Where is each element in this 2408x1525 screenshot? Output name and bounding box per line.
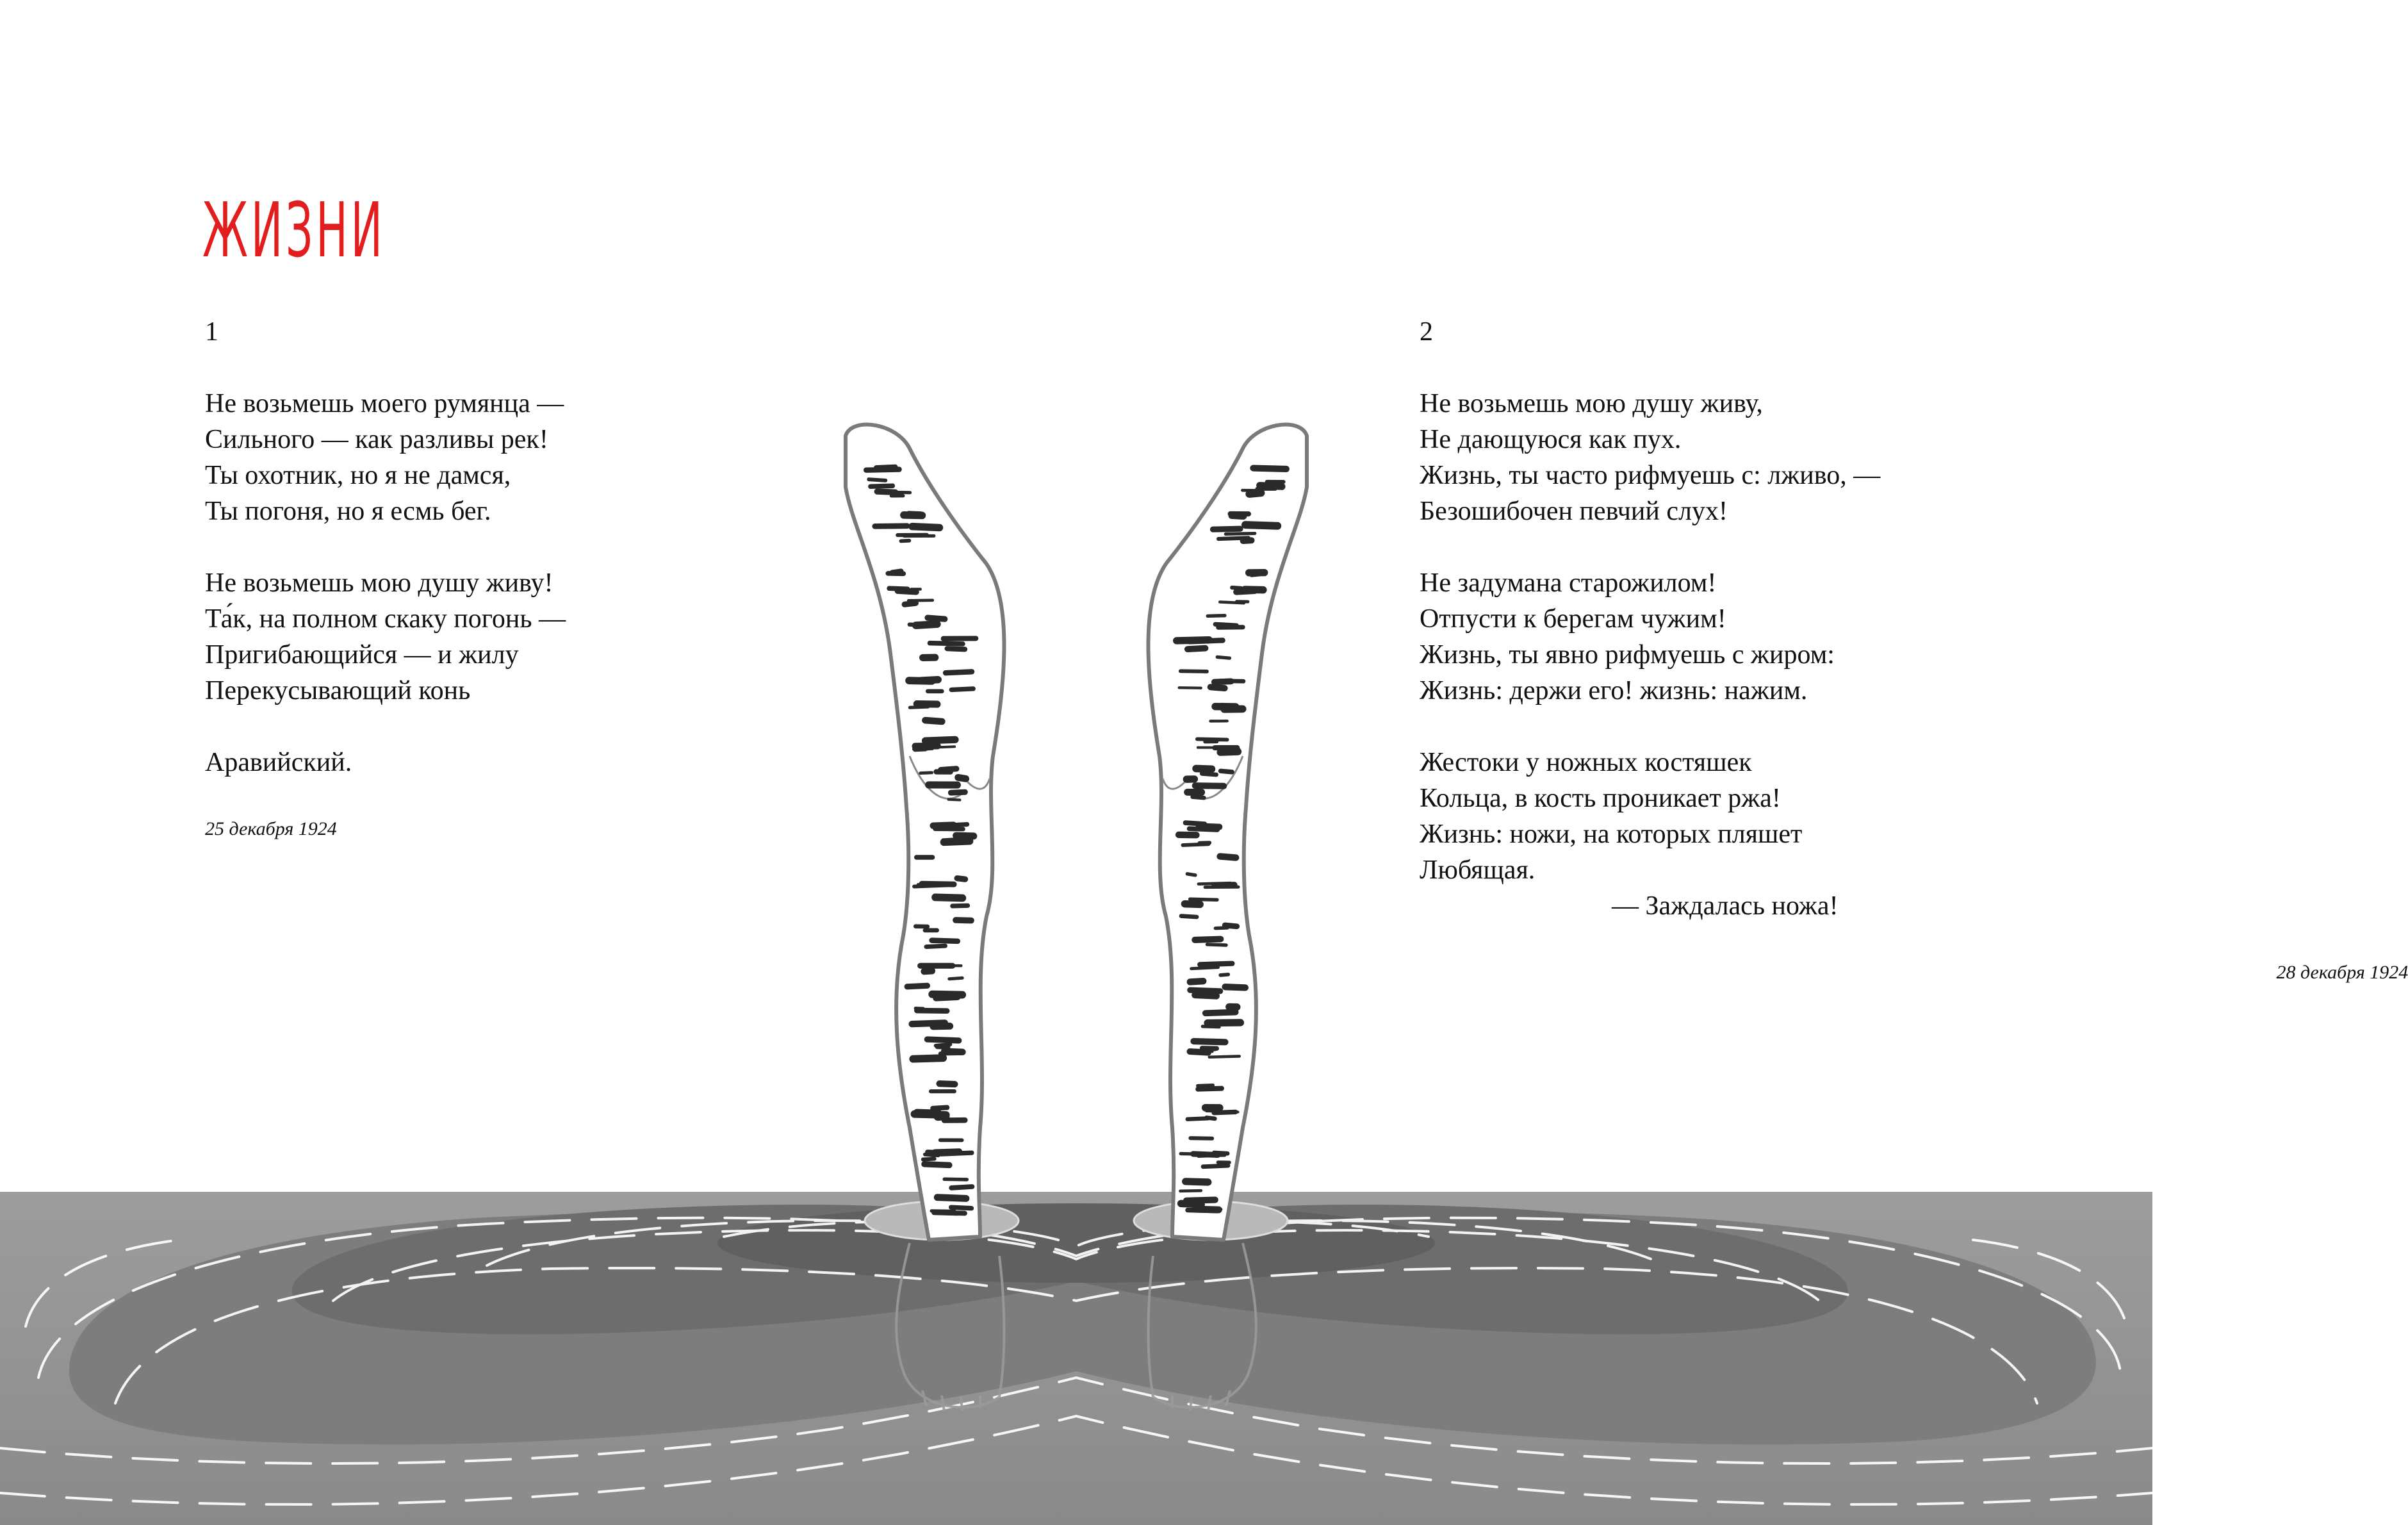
bark-mark	[1190, 1138, 1212, 1139]
bark-mark	[1193, 797, 1204, 798]
bark-mark	[937, 1047, 948, 1048]
bark-mark	[905, 603, 915, 604]
poem-line: Любящая.	[1420, 855, 1536, 885]
bark-mark	[909, 680, 931, 681]
bark-mark	[951, 689, 973, 690]
poem-line: Безошибочен певчий слух!	[1420, 497, 1728, 526]
bark-mark	[1190, 990, 1220, 991]
bark-mark	[1204, 1048, 1215, 1049]
bark-mark	[1193, 1154, 1218, 1155]
bark-mark	[1202, 773, 1216, 775]
bark-mark	[892, 492, 910, 493]
bark-mark	[951, 1187, 972, 1188]
bark-mark	[875, 526, 907, 527]
bark-mark	[935, 897, 962, 898]
bark-mark	[957, 878, 965, 879]
bark-mark	[925, 720, 942, 721]
bark-mark	[1190, 828, 1218, 830]
bark-mark	[908, 600, 933, 601]
bark-mark	[937, 1198, 966, 1199]
bark-mark	[1187, 874, 1195, 875]
bark-mark	[1236, 591, 1255, 592]
bark-mark	[923, 1158, 935, 1159]
bark-mark	[917, 704, 937, 705]
page-title: ЖИЗНИ	[202, 186, 386, 274]
poem-date: 25 декабря 1924	[205, 818, 337, 839]
bark-mark	[947, 648, 965, 649]
bark-mark	[934, 1213, 957, 1214]
bark-mark	[1190, 1051, 1208, 1053]
water-center-pool	[717, 1203, 1435, 1283]
bark-mark	[1260, 486, 1282, 487]
poem-line: Кольца, в кость проникает ржа!	[1420, 784, 1781, 813]
bark-mark	[1202, 1026, 1219, 1027]
bark-mark	[1185, 823, 1204, 824]
bark-mark	[915, 749, 926, 750]
bark-mark	[912, 527, 940, 528]
bark-mark	[956, 920, 971, 921]
bark-mark	[1218, 538, 1249, 539]
bark-mark	[1220, 771, 1232, 772]
bark-mark	[909, 514, 921, 515]
bark-mark	[1225, 533, 1255, 534]
bark-mark	[1206, 1012, 1236, 1014]
bark-mark	[935, 1151, 959, 1152]
stanza	[1420, 565, 1880, 709]
bark-mark	[1190, 981, 1203, 982]
poem-1	[205, 314, 566, 842]
bark-mark	[1253, 468, 1286, 469]
poem-line: Жестоки у ножных костяшек	[1420, 748, 1752, 777]
bark-mark	[1200, 964, 1232, 965]
bark-mark	[1195, 995, 1216, 996]
bark-mark	[1225, 925, 1236, 927]
bark-mark	[1220, 602, 1244, 603]
bark-mark	[1181, 916, 1197, 917]
bark-mark	[1198, 1085, 1213, 1086]
poem-line: — Заждалась ножа!	[1612, 891, 1839, 921]
bark-mark	[1184, 904, 1200, 905]
bark-mark	[1181, 671, 1207, 672]
stanza	[205, 565, 566, 709]
poem-line: Отпусти к берегам чужим!	[1420, 604, 1726, 634]
poem-line: Жизнь, ты часто рифмуешь с: лживо, —	[1420, 461, 1881, 490]
bark-mark	[947, 825, 967, 826]
bark-mark	[1215, 885, 1234, 886]
bark-mark	[1221, 681, 1243, 682]
bark-mark	[1217, 657, 1229, 658]
poem-line: Ты охотник, но я не дамся,	[205, 461, 511, 490]
bark-mark	[1193, 1041, 1225, 1042]
poem-line: Аравийский.	[205, 748, 352, 777]
poem-line: Сильного — как разливы рек!	[205, 425, 548, 454]
bark-mark	[944, 1179, 967, 1180]
poem-line: Не дающуюся как пух.	[1420, 425, 1682, 454]
bark-mark	[946, 672, 972, 673]
stanza	[205, 386, 566, 529]
bark-mark	[1209, 1056, 1240, 1057]
bark-mark	[953, 905, 968, 906]
bark-mark	[897, 591, 916, 592]
bark-mark	[1206, 1117, 1215, 1119]
bark-mark	[907, 985, 927, 987]
poem-line: Ты погоня, но я есмь бег.	[205, 497, 491, 526]
bark-mark	[1186, 1200, 1215, 1201]
stanza	[1420, 745, 1880, 924]
bark-mark	[1203, 1166, 1228, 1167]
bark-mark	[924, 1164, 949, 1166]
birch-leg-right	[1149, 425, 1307, 1240]
bark-mark	[1227, 750, 1237, 752]
bark-mark	[1206, 1111, 1238, 1112]
bark-mark	[869, 479, 885, 481]
bark-mark	[927, 1039, 958, 1041]
poem-line: Перекусывающий конь	[205, 676, 471, 705]
bark-mark	[1188, 648, 1206, 650]
bark-mark	[933, 1107, 947, 1108]
stanza	[205, 745, 566, 780]
poem-number: 1	[205, 317, 218, 347]
bark-mark	[930, 746, 954, 748]
bark-mark	[1190, 640, 1223, 641]
bark-mark	[938, 1116, 946, 1117]
bark-mark	[951, 1207, 972, 1208]
bark-mark	[1243, 540, 1252, 541]
poem-line: Не возьмешь мою душу живу!	[205, 568, 553, 598]
bark-mark	[1192, 968, 1218, 969]
poem-line: Жизнь: ножи, на которых пляшет	[1420, 820, 1803, 849]
bark-mark	[1195, 1209, 1218, 1210]
bark-mark	[1245, 525, 1277, 526]
bark-mark	[944, 1051, 963, 1052]
bark-mark	[928, 618, 945, 619]
bark-mark	[1196, 768, 1211, 769]
bark-mark	[917, 1010, 947, 1011]
bark-mark	[913, 1058, 943, 1059]
stanza	[1420, 386, 1880, 529]
bark-mark	[1190, 899, 1217, 900]
bark-mark	[1220, 857, 1236, 858]
poem-line: Та́к, на полном скаку погонь —	[205, 604, 566, 634]
poem-line: Не возьмешь моего румянца —	[205, 389, 564, 418]
poem-date: 28 декабря 1924	[2276, 962, 2408, 983]
bark-mark	[1195, 939, 1220, 940]
bark-mark	[1211, 687, 1225, 688]
bark-mark	[930, 643, 963, 644]
poem-line: Жизнь, ты явно рифмуешь с жиром:	[1420, 640, 1835, 670]
bark-mark	[944, 841, 970, 843]
bark-mark	[936, 997, 957, 998]
bark-mark	[1207, 944, 1226, 945]
bark-mark	[1249, 493, 1261, 494]
bark-mark	[958, 777, 966, 779]
poem-line: Пригибающийся — и жилу	[205, 640, 519, 670]
poem-line: Не возьмешь мою душу живу,	[1420, 389, 1763, 418]
poem-number: 2	[1420, 317, 1433, 347]
poem-2	[1420, 314, 2408, 983]
bark-mark	[951, 792, 965, 793]
poem-line: Жизнь: держи его! жизнь: нажим.	[1420, 676, 1808, 705]
poem-line: Не задумана старожилом!	[1420, 568, 1717, 598]
